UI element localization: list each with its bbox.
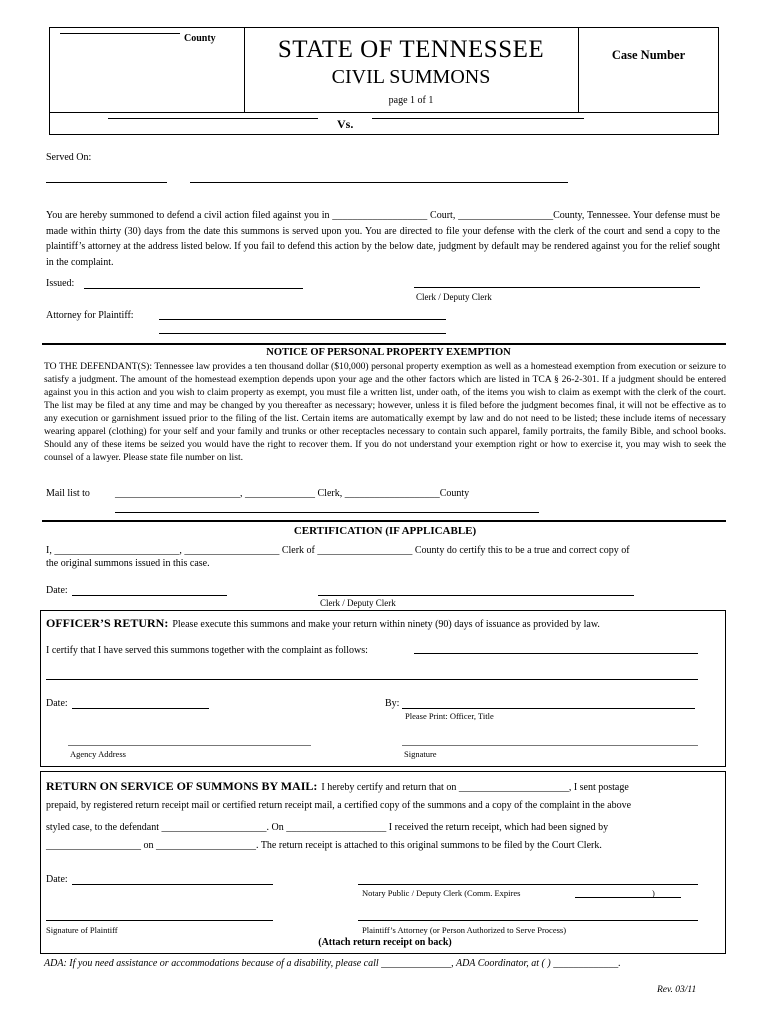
form-title: STATE OF TENNESSEE (277, 36, 545, 63)
certification-line1: I, _________________________, ___________________ Clerk of ___________________ County do certify this to be a true and correct copy of (46, 545, 630, 556)
mail-list-fields[interactable]: _________________________, ______________ Clerk, ___________________County (115, 488, 470, 499)
clerk-signature-blank[interactable] (414, 287, 700, 288)
mail-date-blank[interactable] (72, 884, 273, 885)
revision-label: Rev. 03/11 (657, 985, 697, 995)
agency-address-blank[interactable] (68, 745, 311, 746)
certification-title: CERTIFICATION (IF APPLICABLE) (293, 525, 477, 537)
plaintiff-blank[interactable] (108, 118, 318, 119)
mail-return-title: RETURN ON SERVICE OF SUMMONS BY MAIL: (46, 779, 318, 793)
certification-line2: the original summons issued in this case. (46, 558, 210, 569)
notary-expires-blank[interactable] (575, 897, 681, 898)
notary-blank[interactable] (358, 884, 698, 885)
section-rule-1 (42, 343, 726, 345)
officer-date-label: Date: (46, 698, 68, 709)
issued-date-blank[interactable] (84, 288, 303, 289)
clerk-deputy-label: Clerk / Deputy Clerk (416, 292, 492, 302)
officer-signature-label: Signature (404, 749, 437, 759)
officer-signature-blank[interactable] (402, 745, 698, 746)
plaintiff-attorney-blank[interactable] (358, 920, 698, 921)
plaintiff-signature-blank[interactable] (46, 920, 273, 921)
ada-notice: ADA: If you need assistance or accommodations because of a disability, please call ______________, ADA Coordinator, at ( ) _____________. (44, 958, 621, 969)
officer-print-label: Please Print: Officer, Title (405, 711, 494, 721)
exemption-paragraph: TO THE DEFENDANT(S): Tennessee law provides a ten thousand dollar ($10,000) personal property exemption as well as a homestead exemption from execution or seizure to satisfy a judgment. The amount of the homestead exemption depends upon your age and the other factors which are listed in TCA § 26-2-301. If a judgment should be entered against you in this action and you wish to claim property as exempt, you must file a written list, under oath, of the items you wish to claim as exempt with the clerk of the court. The list may be filed at any time and may be changed by you thereafter as necessary; however, unless it is filed before the judgment becomes final, it will not be effective as to any execution or garnishment issued prior to the filing of the list. Certain items are automatically exempt by law and do not need to be listed; these include items of necessary wearing apparel (clothing) for your self and your family and trunks or other receptacles necessary to contain such apparel, family portraits, the family Bible, and school books. Should any of these items be seized you would have the right to recover them. If you do not understand your exemption right or how to exercise it, you may wish to seek the counsel of a lawyer. Please state file number on list. (44, 361, 726, 463)
officer-return-heading (46, 614, 600, 632)
officer-return-box (40, 610, 726, 767)
notary-close-paren: ) (652, 888, 655, 898)
mail-return-line4: ___________________ on ____________________. The return receipt is attached to this original summons to be filed by the Court Clerk. (46, 840, 602, 851)
plaintiff-attorney-label: Plaintiff’s Attorney (or Person Authorized to Serve Process) (362, 925, 567, 935)
officer-service-blank-1[interactable] (414, 653, 698, 654)
county-blank[interactable] (60, 33, 180, 34)
section-rule-2 (42, 520, 726, 522)
served-on-label: Served On: (46, 152, 92, 163)
attorney-label: Attorney for Plaintiff: (46, 310, 134, 321)
certification-date-blank[interactable] (72, 595, 227, 596)
served-on-address-blank[interactable] (190, 182, 568, 183)
mail-return-line1: I hereby certify and return that on ______________________, I sent postage (321, 782, 629, 793)
officer-date-blank[interactable] (72, 708, 209, 709)
page-info: page 1 of 1 (388, 95, 434, 106)
officer-return-instruction: Please execute this summons and make your return within ninety (90) days of issuance as provided by law. (172, 619, 600, 630)
header-right-divider (578, 27, 579, 112)
mail-return-heading (46, 777, 629, 795)
county-label: County (184, 33, 216, 44)
certification-date-label: Date: (46, 585, 68, 596)
notary-label: Notary Public / Deputy Clerk (Comm. Expires (362, 888, 521, 898)
form-subtitle: CIVIL SUMMONS (331, 66, 491, 88)
officer-return-title: OFFICER’S RETURN: (46, 616, 169, 630)
served-on-name-blank[interactable] (46, 182, 167, 183)
plaintiff-signature-label: Signature of Plaintiff (46, 925, 118, 935)
officer-service-blank-2[interactable] (46, 679, 698, 680)
mail-return-line2: prepaid, by registered return receipt mail or certified return receipt mail, a certified copy of the summons and a copy of the complaint in the above (46, 800, 632, 811)
certification-clerk-blank[interactable] (318, 595, 634, 596)
officer-certify-text: I certify that I have served this summons together with the complaint as follows: (46, 645, 368, 656)
exemption-title: NOTICE OF PERSONAL PROPERTY EXEMPTION (266, 347, 511, 358)
issued-label: Issued: (46, 278, 75, 289)
mail-list-address-blank[interactable] (115, 512, 539, 513)
mail-date-label: Date: (46, 874, 68, 885)
header-mid-rule (49, 112, 719, 113)
officer-by-blank[interactable] (402, 708, 695, 709)
agency-address-label: Agency Address (70, 749, 126, 759)
case-number-label: Case Number (611, 48, 686, 62)
attorney-name-blank[interactable] (159, 319, 446, 320)
attorney-address-blank[interactable] (159, 333, 446, 334)
certification-clerk-label: Clerk / Deputy Clerk (320, 598, 396, 608)
attach-receipt-label: (Attach return receipt on back) (318, 937, 452, 948)
vs-label: Vs. (337, 117, 354, 131)
mail-list-label: Mail list to (46, 488, 90, 499)
mail-return-line3: styled case, to the defendant _____________________. On ____________________ I received the return receipt, which had been signed by (46, 822, 609, 833)
defendant-blank[interactable] (372, 118, 584, 119)
officer-by-label: By: (385, 698, 400, 709)
summons-paragraph: You are hereby summoned to defend a civil action filed against you in ___________________ Court, ___________________County, Tennessee. Your defense must be made within thirty (30) days from the date this summons is served upon you. You are directed to file your defense with the clerk of the court and send a copy to the plaintiff’s attorney at the address listed below. If you fail to defend this action by the below date, judgment by default may be rendered against you for the relief sought in the complaint. (46, 210, 720, 268)
